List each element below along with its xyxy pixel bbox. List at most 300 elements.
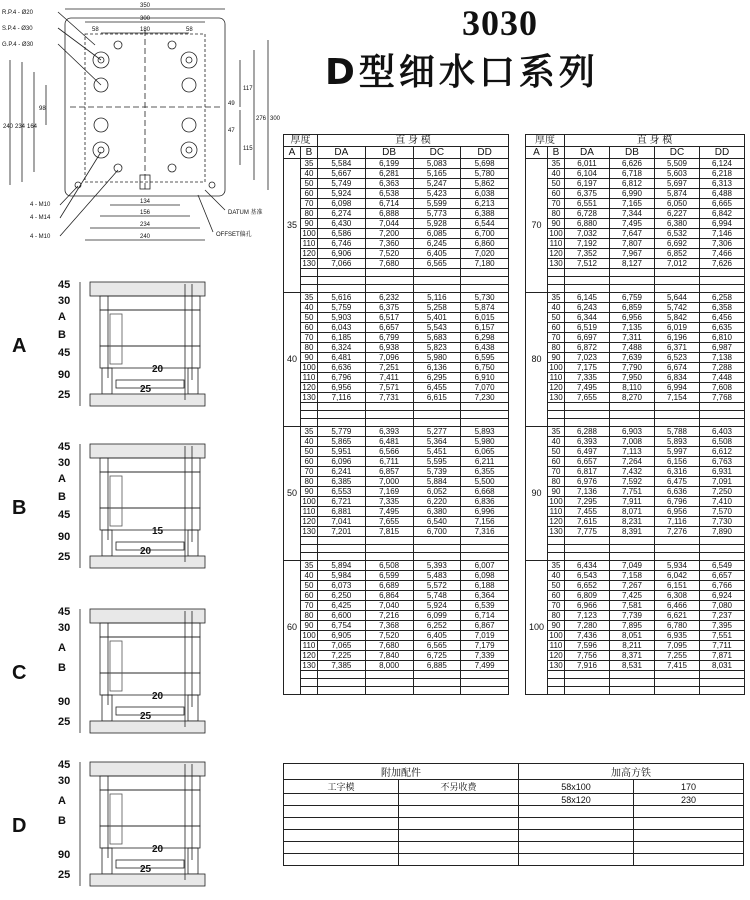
b-value: 130 (549, 527, 563, 536)
blank-cell (413, 537, 461, 545)
dd-value: 6,015 (461, 313, 509, 323)
da-value: 7,295 (565, 497, 610, 507)
da-value: 7,175 (565, 363, 610, 373)
b-value: 100 (302, 631, 316, 640)
mold-dim-label: 25 (58, 716, 71, 728)
support-block-left (102, 848, 112, 874)
db-value: 8,211 (610, 641, 655, 651)
bushing (110, 641, 122, 691)
table-row (526, 517, 745, 527)
top-clamp-plate (90, 609, 205, 623)
dd-value: 6,007 (461, 561, 509, 571)
mold-plan-view (0, 0, 280, 250)
b-value: 40 (548, 571, 565, 581)
db-value: 8,231 (610, 517, 655, 527)
b-value: 50 (548, 581, 565, 591)
da-value: 6,754 (318, 621, 366, 631)
da-value: 6,197 (565, 179, 610, 189)
table-row (284, 209, 509, 219)
da-value: 7,116 (318, 393, 366, 403)
blank-row (284, 687, 509, 695)
da-value: 5,903 (318, 313, 366, 323)
table-row (526, 189, 745, 199)
screw-hole-br (209, 182, 215, 188)
dc-value: 5,773 (413, 209, 461, 219)
mold-inner-dim: 25 (140, 711, 152, 722)
dd-value: 6,595 (461, 353, 509, 363)
table-row (284, 393, 509, 403)
table-row (284, 601, 509, 611)
b-value: 80 (301, 611, 318, 621)
db-value: 7,655 (365, 517, 413, 527)
b-value: 130 (549, 661, 563, 670)
dd-value: 6,924 (700, 591, 745, 601)
blank-cell (365, 553, 413, 561)
b-value: 70 (301, 333, 318, 343)
db-value: 7,216 (365, 611, 413, 621)
db-value: 6,393 (365, 427, 413, 437)
db-value: 7,267 (610, 581, 655, 591)
mold-section-drawing (40, 442, 280, 582)
da-value: 6,809 (565, 591, 610, 601)
mold-type-label: B (12, 497, 27, 519)
db-value: 6,375 (365, 303, 413, 313)
blank-cell (565, 545, 610, 553)
b-value: 80 (548, 343, 565, 353)
support-pin-hole-r2 (182, 118, 196, 132)
b-value: 120 (549, 651, 563, 660)
b-value: 110 (301, 239, 318, 249)
dd-value: 6,358 (700, 303, 745, 313)
blank-cell (610, 687, 655, 695)
blank-cell (565, 671, 610, 679)
b-value: 50 (548, 313, 565, 323)
table-row (284, 591, 509, 601)
dim-134: 134 (140, 199, 151, 205)
dd-value: 7,499 (461, 661, 509, 671)
blank-cell (610, 277, 655, 285)
mold-inner-dim: 20 (140, 546, 152, 557)
table-row (526, 447, 745, 457)
db-value: 6,657 (365, 323, 413, 333)
db-value: 6,199 (365, 159, 413, 169)
dc-value: 5,595 (413, 457, 461, 467)
dc-value: 6,042 (655, 571, 700, 581)
b-value: 80 (548, 209, 565, 219)
b-value: 110 (301, 507, 318, 517)
b-value: 90 (548, 487, 565, 497)
blank-row (526, 403, 745, 411)
top-clamp-plate (90, 282, 205, 296)
blank-cell (548, 269, 565, 277)
blank-cell (413, 285, 461, 293)
blank-row (526, 553, 745, 561)
table-row (526, 209, 745, 219)
dd-value: 5,780 (461, 169, 509, 179)
dd-value: 6,438 (461, 343, 509, 353)
da-value: 5,951 (318, 447, 366, 457)
da-value: 6,976 (565, 477, 610, 487)
db-value: 7,158 (610, 571, 655, 581)
dc-value: 6,220 (413, 497, 461, 507)
dd-value: 6,996 (461, 507, 509, 517)
da-value: 6,185 (318, 333, 366, 343)
blank-cell (284, 830, 399, 842)
b-value: 60 (548, 457, 565, 467)
dim-234-b: 234 (140, 222, 151, 228)
da-value: 7,756 (565, 651, 610, 661)
table-row (284, 457, 509, 467)
mold-inner-dim: 20 (152, 364, 164, 375)
table-row (284, 293, 509, 303)
db-value: 8,127 (610, 259, 655, 269)
dc-value: 6,019 (655, 323, 700, 333)
da-value: 7,335 (565, 373, 610, 383)
dd-value: 7,179 (461, 641, 509, 651)
blank-cell (461, 285, 509, 293)
da-value: 6,657 (565, 457, 610, 467)
blank-cell (655, 285, 700, 293)
dc-value: 5,277 (413, 427, 461, 437)
accessory-header: 附加配件 (284, 764, 519, 780)
da-value: 6,393 (565, 437, 610, 447)
blank-cell (399, 854, 519, 866)
dc-value: 7,276 (655, 527, 700, 537)
table-row (284, 477, 509, 487)
blank-row (526, 285, 745, 293)
dc-value: 6,994 (655, 383, 700, 393)
dd-value: 6,860 (461, 239, 509, 249)
b-value: 130 (302, 259, 316, 268)
table-row (284, 611, 509, 621)
m10-bot-label: 4 - M10 (30, 234, 51, 240)
table-row (284, 427, 509, 437)
table-row (526, 527, 745, 537)
dc-value: 5,603 (655, 169, 700, 179)
a-header: A (526, 147, 548, 159)
b-value: 60 (301, 457, 318, 467)
dd-value: 7,080 (700, 601, 745, 611)
blank-cell (318, 277, 366, 285)
table-row (284, 507, 509, 517)
a-value: 80 (526, 293, 548, 427)
dc-value: 5,697 (655, 179, 700, 189)
blank-cell (548, 553, 565, 561)
b-value: 35 (548, 427, 565, 437)
blank-row (526, 269, 745, 277)
da-value: 6,966 (565, 601, 610, 611)
db-value: 7,049 (610, 561, 655, 571)
dd-value: 5,500 (461, 477, 509, 487)
bottom-clamp-plate (90, 556, 205, 568)
dc-value: 6,466 (655, 601, 700, 611)
dd-value: 6,355 (461, 467, 509, 477)
blank-cell (700, 285, 745, 293)
da-value: 6,497 (565, 447, 610, 457)
table-row (526, 457, 745, 467)
dd-value: 6,213 (461, 199, 509, 209)
db-value: 6,857 (365, 467, 413, 477)
db-value: 7,488 (610, 343, 655, 353)
blank-cell (413, 553, 461, 561)
da-value: 6,746 (318, 239, 366, 249)
b-value: 50 (301, 313, 318, 323)
blank-row (526, 537, 745, 545)
blank-cell (655, 403, 700, 411)
dc-value: 6,196 (655, 333, 700, 343)
mold-section-drawing (40, 280, 280, 420)
blank-cell (548, 419, 565, 427)
blank-cell (365, 537, 413, 545)
blank-row (526, 411, 745, 419)
blank-cell (461, 671, 509, 679)
table-row (526, 169, 745, 179)
dc-value: 6,136 (413, 363, 461, 373)
dc-value: 6,532 (655, 229, 700, 239)
blank-cell (565, 679, 610, 687)
blank-cell (399, 830, 519, 842)
blank-cell (461, 269, 509, 277)
dd-value: 6,931 (700, 467, 745, 477)
table-row (284, 651, 509, 661)
db-value: 7,495 (365, 507, 413, 517)
mold-dim-label: 45 (58, 509, 71, 521)
mold-dim-label: 45 (58, 280, 71, 291)
table-row (526, 497, 745, 507)
blank-row (526, 419, 745, 427)
dc-value: 6,523 (655, 353, 700, 363)
b-value: 120 (549, 249, 563, 258)
dd-value: 6,867 (461, 621, 509, 631)
dd-value: 6,750 (461, 363, 509, 373)
da-value: 7,066 (318, 259, 366, 269)
dim-240: 240 (3, 124, 14, 130)
db-value: 8,110 (610, 383, 655, 393)
table-row (526, 661, 745, 671)
dd-value: 6,763 (700, 457, 745, 467)
dc-value: 5,928 (413, 219, 461, 229)
blank-cell (413, 671, 461, 679)
db-value: 6,508 (365, 561, 413, 571)
dc-value: 6,405 (413, 249, 461, 259)
dc-value: 6,316 (655, 467, 700, 477)
mold-inner-dim: 25 (140, 384, 152, 395)
a-header: A (284, 147, 301, 159)
dd-value: 7,890 (700, 527, 745, 537)
dim-58-right: 58 (186, 27, 193, 33)
dc-value: 6,151 (655, 581, 700, 591)
mold-dim-label: A (58, 642, 66, 654)
blank-cell (634, 842, 744, 854)
db-value: 7,950 (610, 373, 655, 383)
table-row (526, 507, 745, 517)
dd-value: 6,098 (461, 571, 509, 581)
b-value: 110 (548, 507, 565, 517)
dd-value: 7,306 (700, 239, 745, 249)
blank-cell (548, 687, 565, 695)
blank-cell (610, 537, 655, 545)
blank-cell (634, 854, 744, 866)
db-value: 7,520 (365, 249, 413, 259)
table-row (526, 641, 745, 651)
blank-cell (365, 419, 413, 427)
da-value: 6,872 (565, 343, 610, 353)
b-value: 80 (548, 611, 565, 621)
da-value: 6,344 (565, 313, 610, 323)
db-value: 6,888 (365, 209, 413, 219)
mold-dim-label: 25 (58, 869, 71, 881)
mold-dim-label: 45 (58, 442, 71, 453)
b-value: 120 (302, 249, 316, 258)
dim-98: 98 (39, 106, 46, 112)
table-row (526, 373, 745, 383)
b-value: 90 (301, 219, 318, 229)
da-value: 7,201 (318, 527, 366, 537)
leader-m10-top (60, 186, 78, 205)
dd-value: 6,910 (461, 373, 509, 383)
da-value: 7,225 (318, 651, 366, 661)
b-value: 100 (549, 631, 563, 640)
blank-cell (565, 277, 610, 285)
blank-cell (301, 679, 318, 687)
dc-value: 6,852 (655, 249, 700, 259)
rp-label: R.P.4 - Ø20 (2, 10, 33, 16)
da-value: 7,455 (565, 507, 610, 517)
table-row (526, 219, 745, 229)
dd-value: 6,188 (461, 581, 509, 591)
dd-value: 7,180 (461, 259, 509, 269)
blank-cell (284, 854, 399, 866)
db-value: 8,051 (610, 631, 655, 641)
blank-cell (610, 285, 655, 293)
table-row (526, 631, 745, 641)
b-value: 100 (549, 363, 563, 372)
blank-cell (700, 277, 745, 285)
blank-cell (399, 794, 519, 806)
db-value: 7,967 (610, 249, 655, 259)
dd-value: 7,570 (700, 507, 745, 517)
da-value: 7,123 (565, 611, 610, 621)
dc-value: 6,725 (413, 651, 461, 661)
mold-dim-label: 30 (58, 457, 71, 469)
da-value: 7,385 (318, 661, 366, 671)
db-value: 6,626 (610, 159, 655, 169)
table-row (526, 249, 745, 259)
dd-value: 7,250 (700, 487, 745, 497)
b-value: 50 (301, 581, 318, 591)
i-mold-label: 工字模 (284, 780, 399, 794)
blank-row (284, 285, 509, 293)
dd-value: 7,466 (700, 249, 745, 259)
dc-value: 5,165 (413, 169, 461, 179)
mold-dim-label: 90 (58, 849, 71, 861)
dd-value: 6,313 (700, 179, 745, 189)
blank-cell (413, 277, 461, 285)
mold-dim-label: 30 (58, 622, 71, 634)
mold-type-label: A (12, 335, 27, 357)
db-value: 7,432 (610, 467, 655, 477)
db-value: 6,718 (610, 169, 655, 179)
b-header: B (301, 147, 318, 159)
table-row (284, 641, 509, 651)
thickness-header: 厚度 (284, 135, 318, 147)
dd-value: 7,019 (461, 631, 509, 641)
db-value: 7,807 (610, 239, 655, 249)
b-value: 40 (548, 303, 565, 313)
mold-dim-label: B (58, 815, 66, 827)
dc-value: 5,980 (413, 353, 461, 363)
db-value: 7,165 (610, 199, 655, 209)
da-value: 6,519 (565, 323, 610, 333)
b-value: 130 (549, 259, 563, 268)
dd-value: 5,862 (461, 179, 509, 189)
dd-value: 6,508 (700, 437, 745, 447)
b-value: 90 (301, 353, 318, 363)
blank-row (526, 687, 745, 695)
db-value: 6,938 (365, 343, 413, 353)
dim-156: 156 (140, 210, 151, 216)
offset-label: OFFSET偏孔 (216, 232, 252, 238)
blank-cell (461, 537, 509, 545)
blank-cell (318, 537, 366, 545)
dd-value: 7,871 (700, 651, 745, 661)
table-row (284, 373, 509, 383)
mold-inner-dim: 15 (152, 526, 164, 537)
b-value: 70 (548, 333, 565, 343)
table-row (284, 517, 509, 527)
table-row (284, 621, 509, 631)
table-row (284, 487, 509, 497)
da-value: 7,023 (565, 353, 610, 363)
db-value: 6,903 (610, 427, 655, 437)
dc-value: 6,565 (413, 259, 461, 269)
dd-value: 7,448 (700, 373, 745, 383)
dc-value: 6,540 (413, 517, 461, 527)
dc-value: 7,415 (655, 661, 700, 671)
dd-value: 6,456 (700, 313, 745, 323)
blank-cell (700, 403, 745, 411)
blank-cell (700, 687, 745, 695)
table-row (526, 611, 745, 621)
db-value: 6,281 (365, 169, 413, 179)
table-row (284, 199, 509, 209)
dc-value: 6,885 (413, 661, 461, 671)
table-row (526, 467, 745, 477)
da-value: 6,905 (318, 631, 366, 641)
mold-dim-label: 90 (58, 369, 71, 381)
blank-cell (365, 411, 413, 419)
dd-value: 6,038 (461, 189, 509, 199)
blank-cell (365, 671, 413, 679)
da-value: 6,073 (318, 581, 366, 591)
b-value: 120 (302, 517, 316, 526)
blank-cell (655, 537, 700, 545)
blank-row (526, 545, 745, 553)
dd-value: 6,549 (700, 561, 745, 571)
b-value: 50 (301, 447, 318, 457)
blank-cell (365, 277, 413, 285)
da-value: 7,512 (565, 259, 610, 269)
table-row (284, 561, 509, 571)
a-value: 100 (526, 561, 548, 695)
return-pin-bl (114, 164, 122, 172)
b-value: 90 (301, 487, 318, 497)
table-row (284, 333, 509, 343)
blank-cell (301, 687, 318, 695)
support-block-left (102, 530, 112, 556)
da-value: 6,600 (318, 611, 366, 621)
dd-value: 7,146 (700, 229, 745, 239)
